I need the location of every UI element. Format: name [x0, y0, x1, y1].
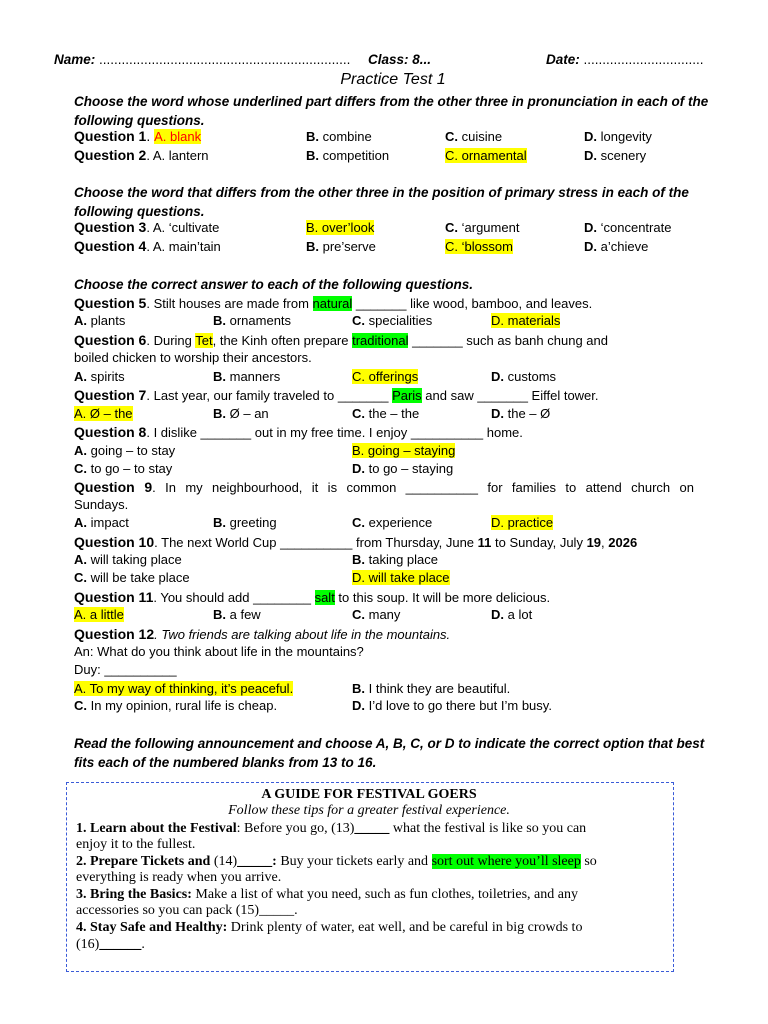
q6-option-b	[213, 369, 280, 384]
q7-option-b	[213, 406, 269, 421]
q3-option-b-answer: B. over’look	[306, 220, 375, 235]
option-a: . A. main’tain	[146, 239, 221, 254]
stem: . Last year, our family traveled to _______	[146, 388, 393, 403]
question-label: Question 1	[74, 128, 147, 144]
instruction-pronunciation: Choose the word whose underlined part differs from the other three in pronunciation in each of the following questions.	[74, 94, 709, 128]
stem-number: 19	[586, 535, 602, 550]
q11-option-d	[491, 607, 532, 622]
guide-tip-4	[76, 920, 666, 937]
option-text: Ø – an	[229, 406, 269, 421]
tip-text: what the festival is like so you can	[389, 821, 587, 836]
option-letter: D.	[491, 607, 504, 622]
stem: . You should add ________	[153, 590, 315, 605]
option-letter: B.	[352, 552, 365, 567]
q6-option-c-answer: C. offerings	[352, 369, 419, 384]
option-text: will be take place	[90, 570, 190, 585]
question-6	[74, 332, 608, 348]
option-text: ‘concentrate	[600, 220, 672, 235]
option-letter: C.	[445, 220, 458, 235]
question-5	[74, 295, 592, 311]
date-line	[546, 52, 704, 67]
q5-option-c	[352, 313, 432, 328]
q4-option-d	[584, 239, 648, 254]
blank-14: _____	[237, 854, 273, 869]
question-9	[74, 479, 694, 495]
tip-text: Drink plenty of water, eat well, and be careful in big crowds to	[227, 920, 583, 935]
question-8	[74, 424, 523, 440]
tip-text: Buy your tickets early and	[276, 854, 432, 869]
option-letter: D.	[352, 698, 365, 713]
option-text: specialities	[368, 313, 433, 328]
q1-option-c	[445, 129, 502, 144]
option-text: a’chieve	[600, 239, 649, 254]
q10-option-c	[74, 570, 190, 585]
option-letter: A.	[74, 369, 87, 384]
class-label: Class: 8...	[368, 52, 432, 67]
option-text: greeting	[229, 515, 277, 530]
guide-tip-3	[76, 887, 666, 904]
tip-text: Make a list of what you need, such as fun clothes, toiletries, and any	[191, 887, 578, 902]
question-label: Question 9	[74, 479, 153, 495]
q9-option-d-answer: D. practice	[491, 515, 554, 530]
tip-heading: 1. Learn about the Festival	[76, 821, 237, 836]
q11-option-b	[213, 607, 261, 622]
option-letter: C.	[352, 313, 365, 328]
question-label: Question 6	[74, 332, 147, 348]
q9-option-c	[352, 515, 432, 530]
option-letter: C.	[74, 570, 87, 585]
option-letter: C.	[352, 515, 365, 530]
question-label: Question 5	[74, 295, 147, 311]
option-letter: B.	[213, 313, 226, 328]
option-a-answer: A. blank	[154, 129, 202, 144]
stem: . Stilt houses are made from	[146, 296, 313, 311]
option-text: taking place	[368, 552, 439, 567]
q9-stem-line2: Sundays.	[74, 497, 129, 512]
question-11	[74, 589, 550, 605]
q1-option-b	[306, 129, 372, 144]
blank-16: ______	[99, 937, 142, 952]
tip-text: .	[141, 937, 145, 952]
option-text: a lot	[507, 607, 533, 622]
tip-text: so	[580, 854, 597, 869]
option-text: longevity	[600, 129, 652, 144]
q9-option-a	[74, 515, 129, 530]
stem-highlight: Paris	[392, 388, 422, 403]
option-letter: D.	[491, 406, 504, 421]
option-letter: A.	[74, 515, 87, 530]
option-text: the – Ø	[507, 406, 551, 421]
q5-option-d-answer: D. materials	[491, 313, 561, 328]
stem: . During	[146, 333, 196, 348]
question-1	[74, 128, 201, 144]
stem-number: 11	[477, 535, 492, 550]
guide-tip-4-line2	[76, 937, 666, 954]
option-letter: C.	[74, 698, 87, 713]
q2-option-b	[306, 148, 389, 163]
blank-13: _____	[354, 821, 390, 836]
tip-text: (16)	[76, 937, 100, 952]
stem: . I dislike _______ out in my free time. I enjoy __________ home.	[146, 425, 523, 440]
question-label: Question 8	[74, 424, 147, 440]
option-text: plants	[90, 313, 126, 328]
question-label: Question 10	[74, 534, 155, 550]
q12-option-b	[352, 681, 510, 696]
date-label: Date:	[546, 52, 580, 67]
option-letter: B.	[213, 369, 226, 384]
q12-option-a-answer: A. To my way of thinking, it’s peaceful.	[74, 681, 294, 696]
option-letter: C.	[352, 406, 365, 421]
q6-option-a	[74, 369, 125, 384]
option-letter: B.	[213, 515, 226, 530]
option-text: experience	[368, 515, 433, 530]
tip-highlight: sort out where you’ll sleep	[431, 854, 581, 869]
stem: to Sunday, July	[491, 535, 587, 550]
option-text: pre’serve	[322, 239, 376, 254]
option-letter: D.	[491, 369, 504, 384]
q12-option-d	[352, 698, 552, 713]
option-a: . A. ‘cultivate	[146, 220, 220, 235]
option-text: competition	[322, 148, 390, 163]
guide-subtitle: Follow these tips for a greater festival experience.	[228, 803, 510, 818]
question-label: Question 2	[74, 147, 147, 163]
option-text: going – to stay	[90, 443, 176, 458]
option-letter: C.	[352, 607, 365, 622]
guide-tip-3-line2: accessories so you can pack (15)_____.	[76, 903, 298, 918]
option-letter: A.	[74, 552, 87, 567]
q6-option-d	[491, 369, 556, 384]
q7-option-c	[352, 406, 419, 421]
guide-tip-1-line2: enjoy it to the fullest.	[76, 837, 196, 852]
option-letter: C.	[74, 461, 87, 476]
option-letter: A.	[74, 443, 87, 458]
guide-tip-1	[76, 821, 666, 838]
option-text: manners	[229, 369, 281, 384]
q10-option-b	[352, 552, 438, 567]
question-label: Question 11	[74, 589, 154, 605]
question-4	[74, 238, 221, 254]
question-3	[74, 219, 219, 235]
option-text: ornaments	[229, 313, 292, 328]
tip-heading: 3. Bring the Basics:	[76, 887, 192, 902]
option-text: a few	[229, 607, 261, 622]
page-title: Practice Test 1	[340, 71, 446, 88]
name-line	[54, 52, 350, 67]
stem: to this soup. It will be more delicious.	[334, 590, 551, 605]
option-letter: A.	[74, 313, 87, 328]
option-letter: D.	[584, 220, 597, 235]
stem-number: 2026	[608, 535, 638, 550]
option-text: I think they are beautiful.	[368, 681, 511, 696]
guide-tip-2-line2: everything is ready when you arrive.	[76, 870, 282, 885]
q10-option-d-answer: D. will take place	[352, 570, 450, 585]
q12-dialogue-an: An: What do you think about life in the mountains?	[74, 644, 364, 659]
option-letter: B.	[213, 406, 226, 421]
stem-highlight: Tet	[195, 333, 213, 348]
guide-tip-2	[76, 854, 666, 871]
q1-option-d	[584, 129, 652, 144]
instruction-reading: Read the following announcement and choose A, B, C, or D to indicate the correct option that best fits each of the numbered blanks from 13 to 16.	[74, 736, 705, 770]
q6-stem-line2: boiled chicken to worship their ancestors.	[74, 350, 312, 365]
stem-highlight: natural	[312, 296, 353, 311]
stem: . Two friends are talking about life in the mountains.	[154, 627, 451, 642]
option-letter: B.	[306, 129, 319, 144]
stem: ,	[601, 535, 609, 550]
option-text: many	[368, 607, 401, 622]
option-text: will taking place	[90, 552, 182, 567]
option-text: combine	[322, 129, 372, 144]
question-label: Question 4	[74, 238, 147, 254]
question-10	[74, 534, 637, 550]
question-7	[74, 387, 599, 403]
q8-option-b-answer: B. going – staying	[352, 443, 456, 458]
stem: _______ like wood, bamboo, and leaves.	[352, 296, 593, 311]
date-dots: ................................	[583, 52, 704, 67]
q3-option-c	[445, 220, 519, 235]
option-text: spirits	[90, 369, 125, 384]
option-letter: D.	[584, 129, 597, 144]
stem-highlight: traditional	[352, 333, 409, 348]
q4-option-c-answer: C. ‘blossom	[445, 239, 513, 254]
stem: _______ such as banh chung and	[408, 333, 608, 348]
guide-title: A GUIDE FOR FESTIVAL GOERS	[261, 787, 477, 802]
q11-option-a-answer: A. a little	[74, 607, 124, 622]
q7-option-a-answer: A. Ø – the	[74, 406, 133, 421]
q12-option-c	[74, 698, 277, 713]
q2-option-d	[584, 148, 646, 163]
option-letter: D.	[584, 239, 597, 254]
q9-option-b	[213, 515, 277, 530]
option-a: . A. lantern	[146, 148, 209, 163]
stem: and saw _______ Eiffel tower.	[421, 388, 599, 403]
instruction-correct-answer: Choose the correct answer to each of the following questions.	[74, 277, 474, 292]
tip-text: :	[272, 854, 277, 869]
q5-option-a	[74, 313, 125, 328]
option-text: to go – to stay	[90, 461, 173, 476]
option-text: ‘argument	[461, 220, 520, 235]
q2-option-c-answer: C. ornamental	[445, 148, 527, 163]
stem: . In my neighbourhood, it is common __________ for families to attend church on	[152, 480, 694, 495]
instruction-stress: Choose the word that differs from the other three in the position of primary stress in each of the following questions.	[74, 185, 689, 219]
q7-option-d	[491, 406, 550, 421]
q10-option-a	[74, 552, 182, 567]
option-text: cuisine	[461, 129, 503, 144]
name-dots: ...................................................................	[99, 52, 351, 67]
q8-option-d	[352, 461, 453, 476]
stem: . The next World Cup __________ from Thursday, June	[154, 535, 478, 550]
option-text: In my opinion, rural life is cheap.	[90, 698, 278, 713]
option-text: customs	[507, 369, 557, 384]
option-text: scenery	[600, 148, 647, 163]
stem-highlight: salt	[314, 590, 335, 605]
tip-heading: 2. Prepare Tickets and	[76, 854, 211, 869]
stem: , the Kinh often prepare	[212, 333, 353, 348]
option-letter: B.	[306, 148, 319, 163]
name-label: Name:	[54, 52, 96, 67]
question-label: Question 3	[74, 219, 147, 235]
option-text: to go – staying	[368, 461, 454, 476]
option-letter: B.	[213, 607, 226, 622]
question-sep: .	[146, 128, 151, 144]
q8-option-c	[74, 461, 172, 476]
question-label: Question 12	[74, 626, 155, 642]
q8-option-a	[74, 443, 175, 458]
question-label: Question 7	[74, 387, 147, 403]
option-text: the – the	[368, 406, 420, 421]
question-12	[74, 626, 450, 642]
tip-text: (14)	[210, 854, 238, 869]
q5-option-b	[213, 313, 291, 328]
option-letter: B.	[306, 239, 319, 254]
question-2	[74, 147, 209, 163]
option-text: I’d love to go there but I’m busy.	[368, 698, 552, 713]
option-letter: D.	[584, 148, 597, 163]
tip-heading: 4. Stay Safe and Healthy:	[76, 920, 228, 935]
q11-option-c	[352, 607, 400, 622]
q4-option-b	[306, 239, 376, 254]
option-letter: D.	[352, 461, 365, 476]
q3-option-d	[584, 220, 671, 235]
option-letter: B.	[352, 681, 365, 696]
option-letter: C.	[445, 129, 458, 144]
tip-text: : Before you go, (13)	[236, 821, 355, 836]
option-text: impact	[90, 515, 129, 530]
q12-dialogue-duy: Duy: __________	[74, 662, 177, 677]
